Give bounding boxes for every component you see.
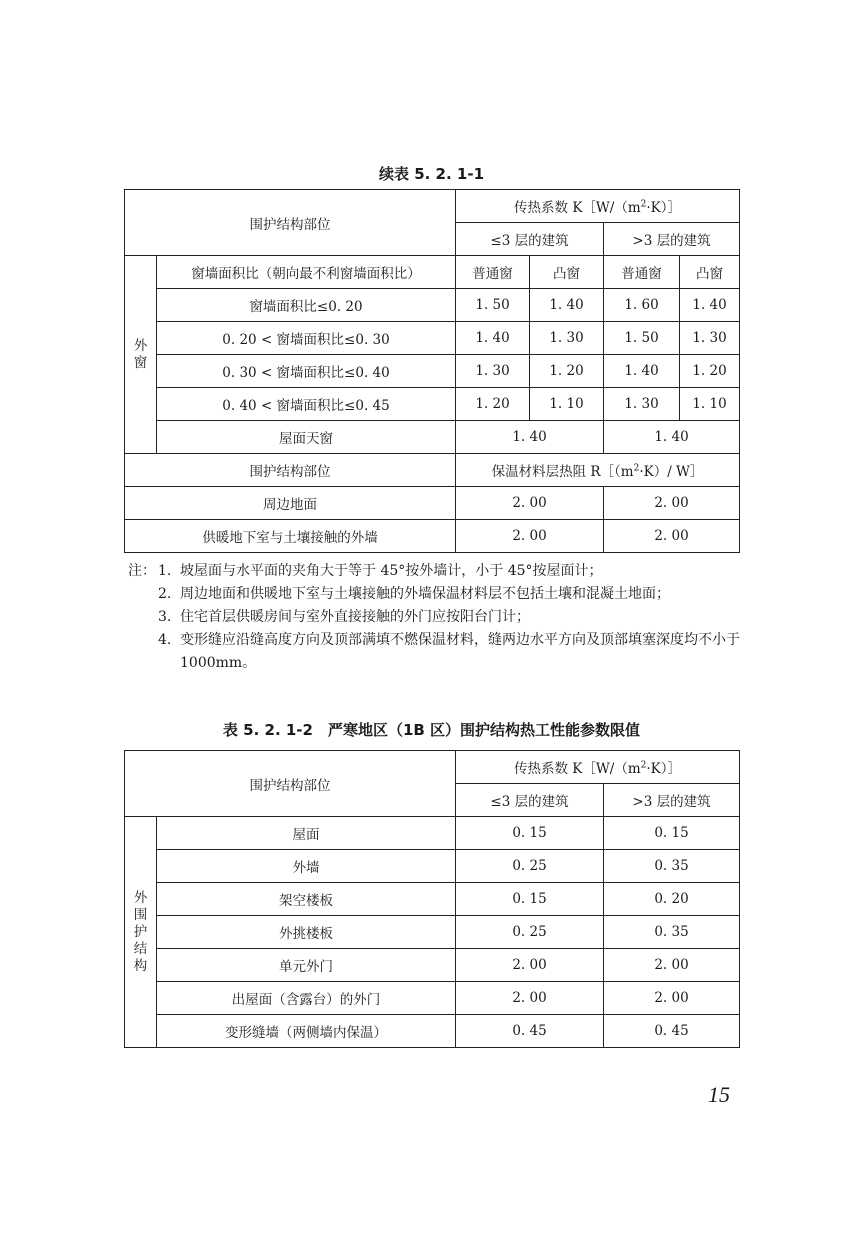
note-item (128, 560, 743, 583)
table1 (124, 189, 740, 553)
notes-head: 注： (128, 563, 156, 579)
cell-value: 1. 50 (456, 289, 530, 322)
cell-value: 1. 30 (680, 322, 740, 355)
row-label: 单元外门 (157, 949, 456, 982)
cell-value: 1. 40 (456, 322, 530, 355)
ratio-header-label: 窗墙面积比（朝向最不利窗墙面积比） (157, 256, 456, 289)
cell-value: 1. 50 (604, 322, 680, 355)
cell-value: 1. 40 (604, 421, 740, 454)
row-label: 变形缝墙（两侧墙内保温） (157, 1015, 456, 1048)
cell-value: 1. 20 (530, 355, 604, 388)
cell-value: 2. 00 (604, 520, 740, 553)
row-label: 屋面 (157, 817, 456, 850)
page-number: 15 (708, 1082, 730, 1107)
table-row (125, 850, 740, 883)
cell-value: 1. 30 (456, 355, 530, 388)
note-text: 变形缝应沿缝高度方向及顶部满填不燃保温材料，缝两边水平方向及顶部填塞深度均不小于 1000mm。 (180, 632, 740, 671)
table-row (125, 355, 740, 388)
cell-value: 1. 60 (604, 289, 680, 322)
cell-value: 2. 00 (456, 982, 604, 1015)
note-number: 2. (158, 586, 172, 602)
table1-ratio-header-row (125, 256, 740, 289)
table2-caption: 表 5. 2. 1-2 严寒地区（1B 区）围护结构热工性能参数限值 (222, 721, 641, 739)
row-label: 0. 30 < 窗墙面积比≤0. 40 (157, 355, 456, 388)
table1-header-gt3: >3 层的建筑 (604, 223, 740, 256)
cell-value: 2. 00 (604, 487, 740, 520)
cell-value: 0. 20 (604, 883, 740, 916)
table-row (125, 487, 740, 520)
table-row (125, 1015, 740, 1048)
cell-value: 1. 10 (680, 388, 740, 421)
table1-r-header-part: 围护结构部位 (125, 454, 456, 487)
row-label: 供暖地下室与土壤接触的外墙 (125, 520, 456, 553)
cell-value: 0. 45 (604, 1015, 740, 1048)
row-label: 窗墙面积比≤0. 20 (157, 289, 456, 322)
table2-header-gt3: >3 层的建筑 (604, 784, 740, 817)
table1-notes (128, 560, 743, 675)
table2-header-k: 传热系数 $K[W/(m^2\cdot K)]$ (456, 751, 740, 784)
row-label: 0. 40 < 窗墙面积比≤0. 45 (157, 388, 456, 421)
table2-header-part: 围护结构部位 (125, 751, 456, 817)
table1-header-le3: ≤3 层的建筑 (456, 223, 604, 256)
cell-value: 1. 20 (456, 388, 530, 421)
cell-value: 0. 35 (604, 916, 740, 949)
ratio-header-c3: 普通窗 (604, 256, 680, 289)
cell-value: 1. 30 (604, 388, 680, 421)
note-item (158, 606, 743, 629)
table1-group-window: 外窗 (125, 256, 157, 454)
table-row (125, 982, 740, 1015)
cell-value: 0. 35 (604, 850, 740, 883)
cell-value: 0. 25 (456, 850, 604, 883)
table-row (125, 520, 740, 553)
cell-value: 1. 20 (680, 355, 740, 388)
table1-header-part: 围护结构部位 (125, 190, 456, 256)
table1-header-k: 传热系数 $K[W/(m^2\cdot K)]$ (456, 190, 740, 223)
cell-value: 0. 45 (456, 1015, 604, 1048)
note-number: 3. (158, 609, 172, 625)
table2-group: 外围护结构 (125, 817, 157, 1048)
cell-value: 1. 40 (680, 289, 740, 322)
cell-value: 1. 10 (530, 388, 604, 421)
table1-header-row (125, 190, 740, 223)
cell-value: 2. 00 (456, 520, 604, 553)
cell-value: 1. 30 (530, 322, 604, 355)
ratio-header-c4: 凸窗 (680, 256, 740, 289)
note-number: 4. (158, 632, 172, 648)
table2-header-row (125, 751, 740, 784)
table-row (125, 949, 740, 982)
table-row (125, 388, 740, 421)
cell-value: 0. 25 (456, 916, 604, 949)
table-row (125, 916, 740, 949)
table1-caption: 续表 5. 2. 1-1 (378, 165, 485, 183)
cell-value: 0. 15 (604, 817, 740, 850)
table-row (125, 289, 740, 322)
cell-value: 1. 40 (604, 355, 680, 388)
cell-value: 2. 00 (604, 982, 740, 1015)
row-label: 出屋面（含露台）的外门 (157, 982, 456, 1015)
note-text: 住宅首层供暖房间与室外直接接触的外门应按阳台门计； (180, 609, 530, 625)
cell-value: 1. 40 (456, 421, 604, 454)
row-label: 屋面天窗 (157, 421, 456, 454)
row-label: 0. 20 < 窗墙面积比≤0. 30 (157, 322, 456, 355)
cell-value: 0. 15 (456, 817, 604, 850)
table-row (125, 817, 740, 850)
cell-value: 2. 00 (456, 487, 604, 520)
row-label: 周边地面 (125, 487, 456, 520)
row-label: 外挑楼板 (157, 916, 456, 949)
table-row (125, 883, 740, 916)
note-item (158, 583, 743, 606)
row-label: 外墙 (157, 850, 456, 883)
table-row (125, 322, 740, 355)
cell-value: 0. 15 (456, 883, 604, 916)
row-label: 架空楼板 (157, 883, 456, 916)
note-number: 1. (158, 563, 172, 579)
cell-value: 1. 40 (530, 289, 604, 322)
note-text: 坡屋面与水平面的夹角大于等于 45°按外墙计，小于 45°按屋面计； (180, 563, 603, 579)
note-item (158, 629, 743, 675)
table1-r-header-r: 保温材料层热阻 $R[(m^2\cdot K)/$ W］ (456, 454, 740, 487)
ratio-header-c1: 普通窗 (456, 256, 530, 289)
cell-value: 2. 00 (604, 949, 740, 982)
table1-r-header-row (125, 454, 740, 487)
table2-header-le3: ≤3 层的建筑 (456, 784, 604, 817)
ratio-header-c2: 凸窗 (530, 256, 604, 289)
table2 (124, 750, 740, 1048)
table-row (125, 421, 740, 454)
cell-value: 2. 00 (456, 949, 604, 982)
note-text: 周边地面和供暖地下室与土壤接触的外墙保温材料层不包括土壤和混凝土地面； (180, 586, 670, 602)
